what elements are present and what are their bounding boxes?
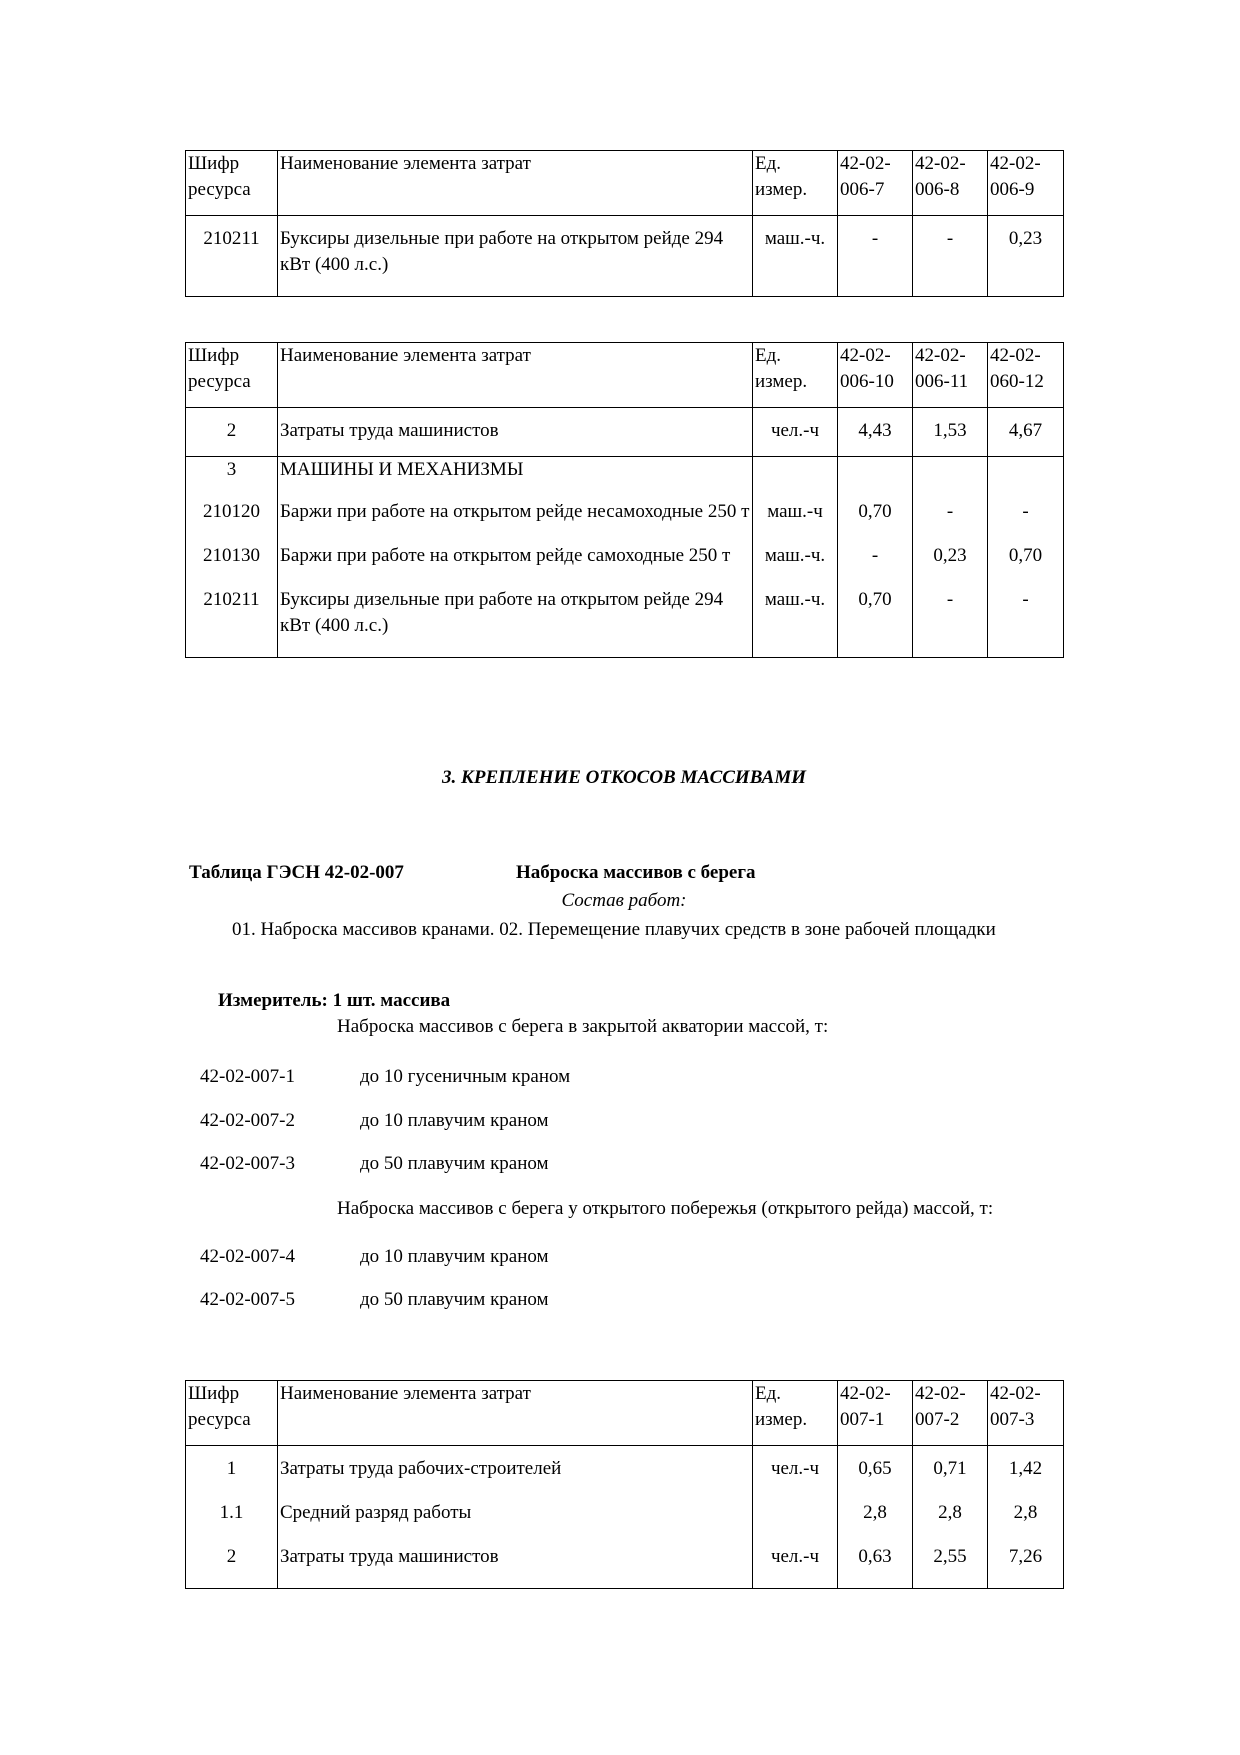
- row-value-1: 4,43: [838, 408, 913, 457]
- row-name: Буксиры дизельные при работе на открытом рейде 294 кВт (400 л.с.): [278, 216, 753, 297]
- row-unit: маш.-ч.: [753, 216, 838, 297]
- row-name: Средний разряд работы: [278, 1500, 753, 1544]
- row-value-3: 2,8: [988, 1500, 1064, 1544]
- row-name: Баржи при работе на открытом рейде несамоходные 250 т: [278, 499, 753, 543]
- empty-cell: [753, 457, 838, 500]
- header-col3: 42-02-006-9: [988, 151, 1064, 216]
- row-value-3: -: [988, 499, 1064, 543]
- resource-table-006-7-9: [185, 150, 1064, 297]
- header-name: Наименование элемента затрат: [278, 151, 753, 216]
- row-code: 210120: [186, 499, 278, 543]
- table-row: [186, 587, 1064, 658]
- row-value-1: 2,8: [838, 1500, 913, 1544]
- row-unit: чел.-ч: [753, 1544, 838, 1589]
- row-value-3: -: [988, 587, 1064, 658]
- row-value-2: -: [913, 587, 988, 658]
- header-name: Наименование элемента затрат: [278, 343, 753, 408]
- row-unit: чел.-ч: [753, 408, 838, 457]
- header-code: Шифр ресурса: [186, 151, 278, 216]
- work-text: 01. Наброска массивов кранами. 02. Перемещение плавучих средств в зоне рабочей площадки: [232, 919, 996, 940]
- row-unit: [753, 1500, 838, 1544]
- row-name: Буксиры дизельные при работе на открытом рейде 294 кВт (400 л.с.): [278, 587, 753, 658]
- work-heading: Состав работ:: [561, 890, 687, 911]
- header-col1: 42-02-006-10: [838, 343, 913, 408]
- header-code: Шифр ресурса: [186, 343, 278, 408]
- empty-cell: [988, 457, 1064, 500]
- row-code: 2: [186, 1544, 278, 1589]
- measure: Измеритель: 1 шт. массива: [218, 990, 451, 1011]
- header-name: Наименование элемента затрат: [278, 1381, 753, 1446]
- header-unit: Ед. измер.: [753, 151, 838, 216]
- row-code: 210130: [186, 543, 278, 587]
- section-title: 3. КРЕПЛЕНИЕ ОТКОСОВ МАССИВАМИ: [441, 767, 806, 788]
- group1-title: Наброска массивов с берега в закрытой акватории массой, т:: [337, 1016, 829, 1037]
- row-value-2: 0,71: [913, 1446, 988, 1501]
- header-col1: 42-02-007-1: [838, 1381, 913, 1446]
- table-header-row: [186, 343, 1064, 408]
- row-value-3: 7,26: [988, 1544, 1064, 1589]
- row-value-1: 0,63: [838, 1544, 913, 1589]
- table-row: [186, 499, 1064, 543]
- norm-desc: до 10 гусеничным краном: [360, 1066, 571, 1087]
- row-unit: маш.-ч: [753, 499, 838, 543]
- row-value-2: 1,53: [913, 408, 988, 457]
- norm-desc: до 50 плавучим краном: [360, 1289, 549, 1310]
- row-name: Затраты труда машинистов: [278, 1544, 753, 1589]
- row-value-2: 2,8: [913, 1500, 988, 1544]
- row-value-3: 0,70: [988, 543, 1064, 587]
- row-value-1: 0,65: [838, 1446, 913, 1501]
- table-row-labour: [186, 408, 1064, 457]
- resource-table-007-1-3: [185, 1380, 1064, 1589]
- header-unit: Ед. измер.: [753, 343, 838, 408]
- row-name: Баржи при работе на открытом рейде самоходные 250 т: [278, 543, 753, 587]
- row-code: 210211: [186, 587, 278, 658]
- section-code: 3: [186, 457, 278, 500]
- table-header-row: [186, 1381, 1064, 1446]
- norm-code: 42-02-007-4: [200, 1246, 295, 1267]
- row-value-2: 2,55: [913, 1544, 988, 1589]
- group2-title: Наброска массивов с берега у открытого побережья (открытого рейда) массой, т:: [337, 1198, 994, 1219]
- section-name: МАШИНЫ И МЕХАНИЗМЫ: [278, 457, 753, 500]
- header-col2: 42-02-006-11: [913, 343, 988, 408]
- row-value-3: 4,67: [988, 408, 1064, 457]
- header-code: Шифр ресурса: [186, 1381, 278, 1446]
- table-row-section: [186, 457, 1064, 500]
- header-unit: Ед. измер.: [753, 1381, 838, 1446]
- row-unit: маш.-ч.: [753, 543, 838, 587]
- row-name: Затраты труда машинистов: [278, 408, 753, 457]
- norm-code: 42-02-007-3: [200, 1153, 295, 1174]
- table-reference: Таблица ГЭСН 42-02-007: [189, 862, 404, 883]
- row-value-2: 0,23: [913, 543, 988, 587]
- table-row: [186, 1544, 1064, 1589]
- row-code: 1: [186, 1446, 278, 1501]
- empty-cell: [913, 457, 988, 500]
- header-col2: 42-02-006-8: [913, 151, 988, 216]
- row-unit: маш.-ч.: [753, 587, 838, 658]
- row-value-1: -: [838, 543, 913, 587]
- header-col3: 42-02-007-3: [988, 1381, 1064, 1446]
- row-value-2: -: [913, 216, 988, 297]
- norm-desc: до 10 плавучим краном: [360, 1246, 549, 1267]
- row-code: 1.1: [186, 1500, 278, 1544]
- table-row: [186, 1500, 1064, 1544]
- table-row: [186, 1446, 1064, 1501]
- table-row: [186, 543, 1064, 587]
- table-header-row: [186, 151, 1064, 216]
- row-unit: чел.-ч: [753, 1446, 838, 1501]
- norm-desc: до 50 плавучим краном: [360, 1153, 549, 1174]
- norm-desc: до 10 плавучим краном: [360, 1110, 549, 1131]
- norm-code: 42-02-007-1: [200, 1066, 295, 1087]
- header-col1: 42-02-006-7: [838, 151, 913, 216]
- row-value-3: 1,42: [988, 1446, 1064, 1501]
- norm-code: 42-02-007-2: [200, 1110, 295, 1131]
- row-name: Затраты труда рабочих-строителей: [278, 1446, 753, 1501]
- table-row: [186, 216, 1064, 297]
- row-value-1: 0,70: [838, 587, 913, 658]
- table-name: Наброска массивов с берега: [516, 862, 756, 883]
- row-value-2: -: [913, 499, 988, 543]
- row-value-1: 0,70: [838, 499, 913, 543]
- row-code: 2: [186, 408, 278, 457]
- header-col2: 42-02-007-2: [913, 1381, 988, 1446]
- row-value-3: 0,23: [988, 216, 1064, 297]
- row-code: 210211: [186, 216, 278, 297]
- resource-table-006-10-12: [185, 342, 1064, 658]
- header-col3: 42-02-060-12: [988, 343, 1064, 408]
- row-value-1: -: [838, 216, 913, 297]
- norm-code: 42-02-007-5: [200, 1289, 295, 1310]
- empty-cell: [838, 457, 913, 500]
